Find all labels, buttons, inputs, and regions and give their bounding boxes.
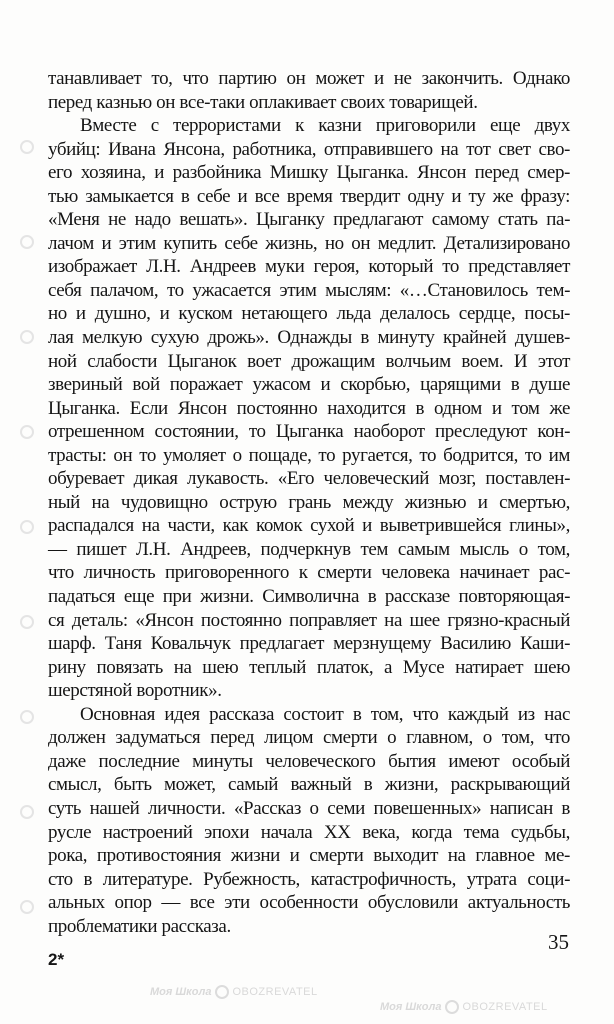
text-line: убийц: Ивана Янсона, работника, отправившего на тот свет сво- xyxy=(48,138,570,160)
text-line: отрешенном состоянии, то Цыганка наоборот преследуют кон- xyxy=(48,421,570,443)
text-line: ной слабости Цыганок воет дрожащим волчьим воем. И этот xyxy=(48,350,570,372)
watermark-brand: Моя Школа xyxy=(380,1000,442,1013)
text-line: обуревает дикая лукавость. «Его человеческий мозг, поставлен- xyxy=(48,468,570,490)
text-line: падаться еще при жизни. Символична в рассказе повторяющая- xyxy=(48,586,570,608)
watermark-name: OBOZREVATEL xyxy=(232,985,318,998)
text-line: его хозяина, и разбойника Мишку Цыганка. Янсон перед смер- xyxy=(48,162,570,184)
watermark xyxy=(150,985,318,999)
watermark-logo-icon xyxy=(20,710,34,724)
text-line: звериный вой поражает ужасом и скорбью, царящими в душе xyxy=(48,374,570,396)
watermark-logo-icon xyxy=(215,985,229,999)
watermark-logo-icon xyxy=(20,235,34,249)
text-line: изображает Л.Н. Андреев муки героя, который то представляет xyxy=(48,256,570,278)
text-line: даже последние минуты человеческого бытия имеют особый xyxy=(48,750,570,772)
watermark-brand: Моя Школа xyxy=(150,985,212,998)
text-line: альных опор — все эти особенности обусловили актуальность xyxy=(48,892,570,914)
signature-mark: 2* xyxy=(48,950,65,969)
text-line: русле настроений эпохи начала XX века, когда тема судьбы, xyxy=(48,821,570,843)
text-line: шарф. Таня Ковальчук предлагает мерзнущему Василию Каши- xyxy=(48,633,570,655)
text-line: суть нашей личности. «Рассказ о семи повешенных» написан в xyxy=(48,797,570,819)
text-line: лачом и этим купить себе жизнь, но он медлит. Детализировано xyxy=(48,232,570,254)
text-line: трасты: он то умоляет о пощаде, то ругается, то бодрится, то им xyxy=(48,444,570,466)
text-line: шерстяной воротник». xyxy=(48,680,222,702)
text-line: распадался на части, как комок сухой и выветрившейся глины», xyxy=(48,515,570,537)
text-line: рину повязать на шею теплый платок, а Мусе натирает шею xyxy=(48,656,570,678)
text-line: должен задуматься перед лицом смерти о главном, о том, что xyxy=(48,727,570,749)
text-line: Основная идея рассказа состоит в том, что каждый из нас xyxy=(80,703,570,725)
text-line: смысл, быть может, самый важный в жизни, раскрывающий xyxy=(48,774,570,796)
text-line: — пишет Л.Н. Андреев, подчеркнув тем самым мысль о том, xyxy=(48,538,570,560)
watermark-logo-icon xyxy=(20,615,34,629)
watermark-logo-icon xyxy=(20,330,34,344)
watermark-logo-icon xyxy=(20,805,34,819)
watermark-logo-icon xyxy=(20,140,34,154)
text-line: себя палачом, то ужасается этим мыслям: «…Становилось тем- xyxy=(48,279,570,301)
text-line: ся деталь: «Янсон постоянно поправляет на шее грязно-красный xyxy=(48,609,570,631)
page-number: 35 xyxy=(548,930,569,954)
watermark-logo-icon xyxy=(20,425,34,439)
text-line: перед казнью он все-таки оплакивает своих товарищей. xyxy=(48,91,478,113)
text-line: лая мелкую сухую дрожь». Однажды в минуту крайней душев- xyxy=(48,327,570,349)
text-line: проблематики рассказа. xyxy=(48,915,231,937)
text-line: тью замыкается в себе и все время твердит одну и ту же фразу: xyxy=(48,185,570,207)
text-line: ный на чудовищно острую грань между жизнью и смертью, xyxy=(48,491,570,513)
text-line: но и душно, и куском нетающего льда делалось сердце, посы- xyxy=(48,303,570,325)
watermark-logo-icon xyxy=(20,900,34,914)
text-line: танавливает то, что партию он может и не закончить. Однако xyxy=(48,68,570,89)
text-line: «Меня не надо вешать». Цыганку предлагают самому стать па- xyxy=(48,209,570,231)
text-line: что личность приговоренного к смерти человека начинает рас- xyxy=(48,562,570,584)
text-line: Цыганка. Если Янсон постоянно находится в одном и том же xyxy=(48,397,570,419)
watermark xyxy=(380,1000,548,1014)
watermark-logo-icon xyxy=(445,1000,459,1014)
text-line: сто в литературе. Рубежность, катастрофичность, утрата соци- xyxy=(48,868,570,890)
body-text xyxy=(48,67,570,938)
text-line: Вместе с террористами к казни приговорили еще двух xyxy=(80,115,570,137)
text-line: рока, противостояния жизни и смерти выходит на главное ме- xyxy=(48,845,570,867)
watermark-name: OBOZREVATEL xyxy=(462,1000,548,1013)
watermark-logo-icon xyxy=(20,520,34,534)
